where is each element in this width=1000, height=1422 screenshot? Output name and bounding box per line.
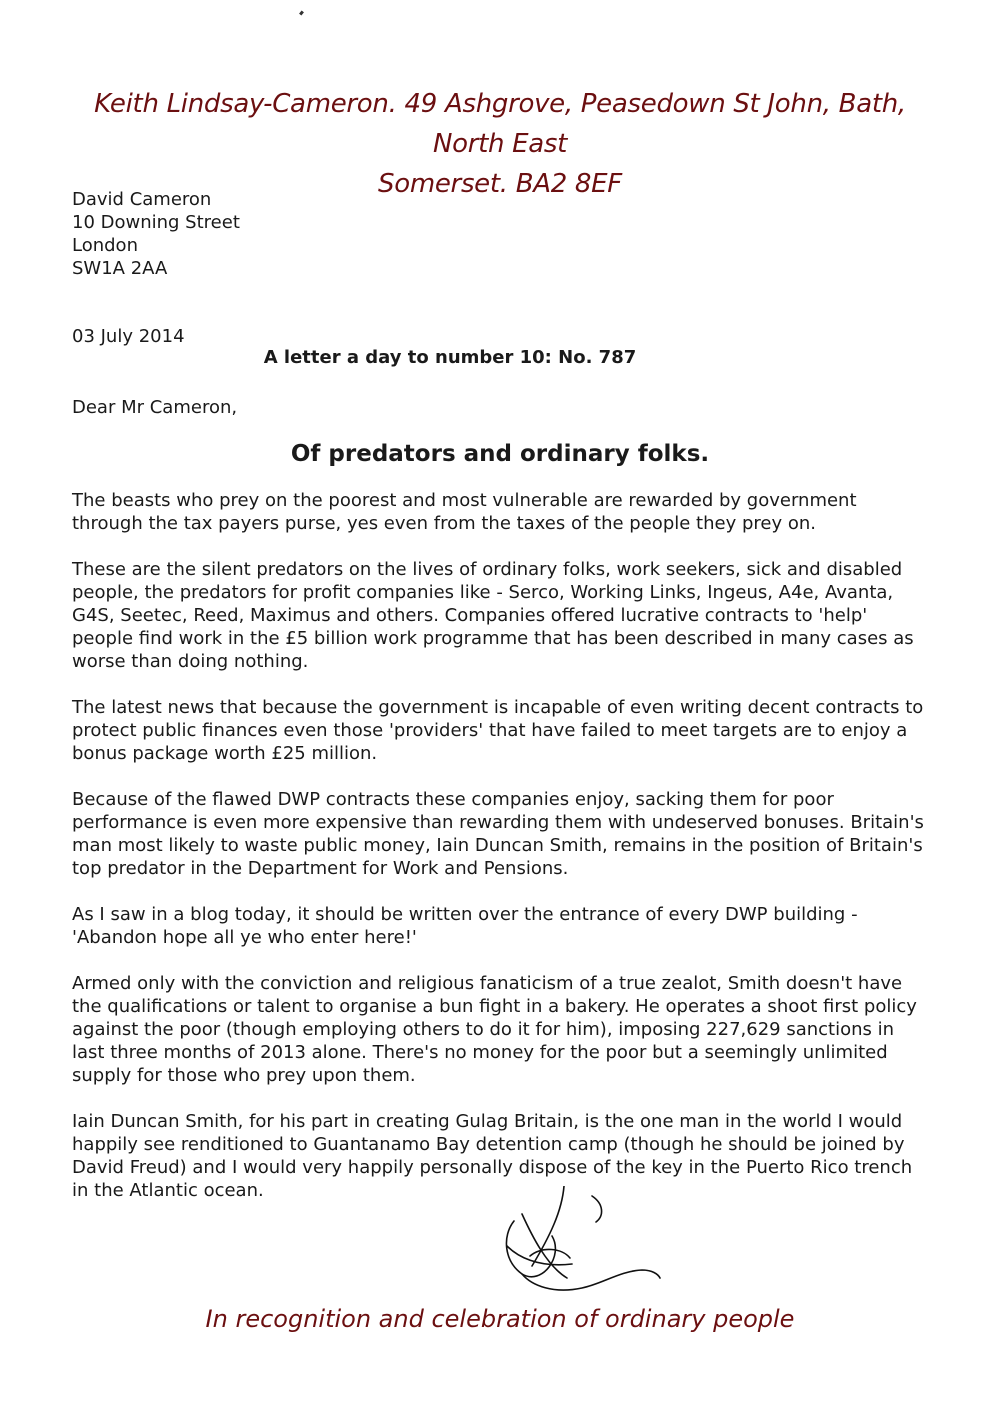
- letterhead-line-2: Somerset. BA2 8EF: [378, 169, 622, 199]
- series-line: A letter a day to number 10: No. 787: [263, 347, 637, 368]
- body-paragraph: These are the silent predators on the lives of ordinary folks, work seekers, sick and disabled people, the predators for profit companies like - Serco, Working Links, Ingeus, A4e, Avanta, G4S, Seetec, Reed, Maximus and others. Companies offered lucrative contracts to 'help' people find work in the £5 billion work programme that has been described in many cases as worse than doing nothing.: [72, 559, 914, 672]
- body-paragraph: The latest news that because the government is incapable of even writing decent contracts to protect public finances even those 'providers' that have failed to meet targets are to enjoy a bonus package worth £25 million.: [72, 697, 924, 764]
- footer-tagline: In recognition and celebration of ordinary people: [205, 1305, 795, 1333]
- body-paragraph: The beasts who prey on the poorest and most vulnerable are rewarded by government through the tax payers purse, yes even from the taxes of the people they prey on.: [72, 490, 857, 534]
- recipient-name: David Cameron: [72, 189, 212, 210]
- recipient-street: 10 Downing Street: [72, 212, 240, 233]
- scan-speck: [299, 11, 304, 16]
- body-paragraph: Armed only with the conviction and religious fanaticism of a true zealot, Smith doesn't have the qualifications or talent to organise a bun fight in a bakery. He operates a shoot first policy against the poor (though employing others to do it for him), imposing 227,629 sanctions in last three months of 2013 alone. There's no money for the poor but a seemingly unlimited supply for those who prey upon them.: [72, 973, 917, 1086]
- body-paragraph: Iain Duncan Smith, for his part in creating Gulag Britain, is the one man in the world I would happily see renditioned to Guantanamo Bay detention camp (though he should be joined by David Freud) and I would very happily personally dispose of the key in the Puerto Rico trench in the Atlantic ocean.: [72, 1111, 913, 1201]
- letter-title: Of predators and ordinary folks.: [290, 441, 710, 467]
- letterhead: [60, 84, 940, 204]
- letter-body: [72, 489, 932, 1225]
- handwritten-signature: [492, 1186, 662, 1304]
- letterhead-line-1: Keith Lindsay-Cameron. 49 Ashgrove, Peasedown St John, Bath, North East: [94, 89, 906, 159]
- body-paragraph: As I saw in a blog today, it should be written over the entrance of every DWP building - 'Abandon hope all ye who enter here!': [72, 904, 858, 948]
- salutation: Dear Mr Cameron,: [72, 397, 238, 418]
- body-paragraph: Because of the flawed DWP contracts these companies enjoy, sacking them for poor performance is even more expensive than rewarding them with undeserved bonuses. Britain's man most likely to waste public money, Iain Duncan Smith, remains in the position of Britain's top predator in the Department for Work and Pensions.: [72, 789, 924, 879]
- letter-date: 03 July 2014: [72, 326, 185, 347]
- recipient-address: [72, 188, 240, 280]
- recipient-city: London: [72, 235, 138, 256]
- recipient-postcode: SW1A 2AA: [72, 258, 168, 279]
